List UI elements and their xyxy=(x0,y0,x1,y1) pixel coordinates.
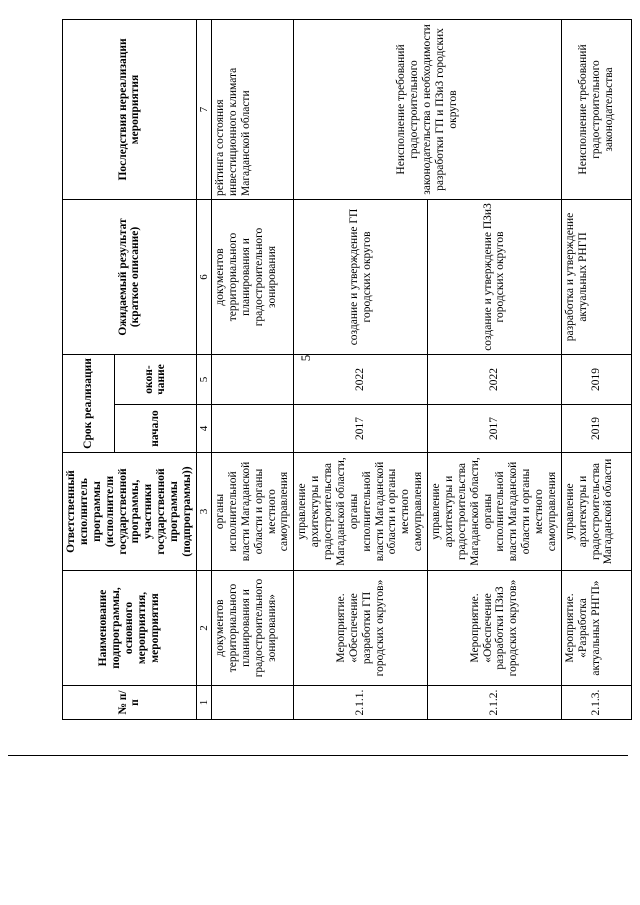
header-consequences: Последствия нереализации мероприятия xyxy=(63,19,197,199)
cell-num xyxy=(212,686,294,720)
col-number: 5 xyxy=(196,354,211,404)
cell-merged-consequences: Неисполнение требований градостроительного законодательства о необходимости разработки ГП и ПЗиЗ городских округов xyxy=(294,19,562,199)
col-number: 2 xyxy=(196,571,211,686)
table-row xyxy=(294,19,428,719)
col-number: 7 xyxy=(196,19,211,199)
cell-end: 2019 xyxy=(561,354,631,404)
cell-start: 2019 xyxy=(561,405,631,453)
rotated-table-container xyxy=(62,20,639,720)
cell-result: документов территориального планирования и градостроительного зонирования xyxy=(212,199,294,354)
header-name: Наименование подпрограммы, основного мероприятия, мероприятия xyxy=(63,571,197,686)
cell-num: 2.1.2. xyxy=(428,686,562,720)
cell-responsible: управление архитектуры и градостроительства Магаданской области, органы исполнительной власти Магаданской области и органы местного самоуправления xyxy=(428,453,562,571)
cell-responsible: управление архитектуры и градостроительства Магаданской области xyxy=(561,453,631,571)
cell-end: 2022 xyxy=(294,354,428,404)
page-divider-line xyxy=(8,755,628,756)
cell-result: создание и утверждение ПЗиЗ городских округов xyxy=(428,199,562,354)
measures-table xyxy=(62,19,632,720)
col-number: 4 xyxy=(196,405,211,453)
cell-responsible: управление архитектуры и градостроительства Магаданской области, органы исполнительной власти Магаданской области и органы местного самоуправления xyxy=(294,453,428,571)
page-number: 5 xyxy=(298,354,313,362)
col-number: 3 xyxy=(196,453,211,571)
col-number: 6 xyxy=(196,199,211,354)
cell-name: Мероприятие. «Обеспечение разработки ГП городских округов» xyxy=(294,571,428,686)
header-end: окон-чание xyxy=(115,354,197,404)
cell-end: 2022 xyxy=(428,354,562,404)
header-row xyxy=(63,19,115,719)
cell-result: создание и утверждение ГП городских округов xyxy=(294,199,428,354)
cell-result: разработка и утверждение актуальных РНГП xyxy=(561,199,631,354)
header-start: начало xyxy=(115,405,197,453)
header-num: № п/п xyxy=(63,686,197,720)
cell-end xyxy=(212,354,294,404)
cell-name: Мероприятие. «Разработка актуальных РНГП» xyxy=(561,571,631,686)
header-result: Ожидаемый результат (краткое описание) xyxy=(63,199,197,354)
table-row xyxy=(561,19,631,719)
table-row xyxy=(212,19,294,719)
col-number: 1 xyxy=(196,686,211,720)
cell-consequences: рейтинга состояния инвестиционного климата Магаданской области xyxy=(212,19,294,199)
cell-consequences: Неисполнение требований градостроительного законодательства xyxy=(561,19,631,199)
cell-start: 2017 xyxy=(428,405,562,453)
cell-start xyxy=(212,405,294,453)
cell-num: 2.1.3. xyxy=(561,686,631,720)
cell-name: Мероприятие. «Обеспечение разработки ПЗиЗ городских округов» xyxy=(428,571,562,686)
cell-start: 2017 xyxy=(294,405,428,453)
header-term: Срок реализации xyxy=(63,354,115,452)
cell-num: 2.1.1. xyxy=(294,686,428,720)
cell-name: документов территориального планирования и градостроительного зонирования» xyxy=(212,571,294,686)
column-number-row xyxy=(196,19,211,719)
header-responsible: Ответственный исполнитель программы (исполнители государственной программы, участники государственной программы (подпрограммы)) xyxy=(63,453,197,571)
cell-responsible: органы исполнительной власти Магаданской области и органы местного самоуправления xyxy=(212,453,294,571)
